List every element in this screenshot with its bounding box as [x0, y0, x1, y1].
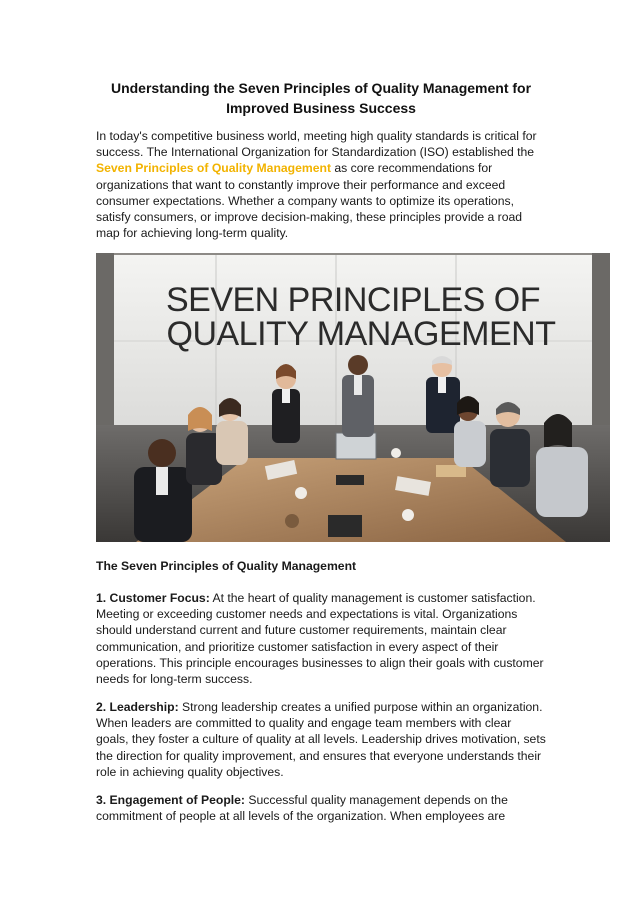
section-heading: The Seven Principles of Quality Management — [96, 559, 357, 573]
principle-label: 2. Leadership: — [96, 700, 179, 714]
standing-woman — [272, 364, 300, 443]
principle-label: 1. Customer Focus: — [96, 591, 210, 605]
principle-text: Strong leadership creates a unified purpose within an organization. When leaders are committed to quality and engage team members with clear goals, they foster a culture of quality at all levels. Leadership drives motivation, sets the direction for quality improvement, and ensures that everyone understands their role in achieving quality objectives. — [96, 700, 546, 779]
principle-text: Successful quality management depends on the commitment of people at all levels of the organization. When employees are — [96, 793, 508, 824]
principle-customer-focus — [96, 590, 546, 687]
hero-image — [96, 253, 610, 542]
title-line-1: Understanding the Seven Principles of Quality Management for — [110, 80, 532, 96]
document-title — [96, 78, 546, 118]
intro-paragraph — [96, 128, 546, 241]
screen-heading-line-1: SEVEN PRINCIPLES OF — [165, 281, 541, 319]
title-line-2: Improved Business Success — [226, 100, 416, 116]
intro-text-end: as core recommendations for organizations that want to constantly improve their performance and exceed consumer expectations. Whether a company wants to optimize its operations, satisfy consumers, or improve decision-making, these principles provide a road map for achieving long-term quality. — [96, 161, 523, 241]
principle-leadership — [96, 699, 546, 780]
seven-principles-link[interactable]: Seven Principles of Quality Management — [96, 161, 332, 176]
principle-text: At the heart of quality management is customer satisfaction. Meeting or exceeding customer needs and expectations is vital. Organizations should understand current and future customer requirements, maintain clear communication, and prioritize customer satisfaction in every aspect of their operations. This principle encourages businesses to align their goals with customer needs for long-term success. — [96, 591, 544, 687]
principle-engagement-of-people — [96, 792, 546, 824]
screen-heading-line-2: QUALITY MANAGEMENT — [166, 315, 556, 353]
principle-label: 3. Engagement of People: — [96, 793, 245, 807]
meeting-illustration — [96, 253, 610, 542]
intro-text-start: In today's competitive business world, meeting high quality standards is critical for success. The International Organization for Standardization (ISO) established the — [96, 129, 537, 160]
